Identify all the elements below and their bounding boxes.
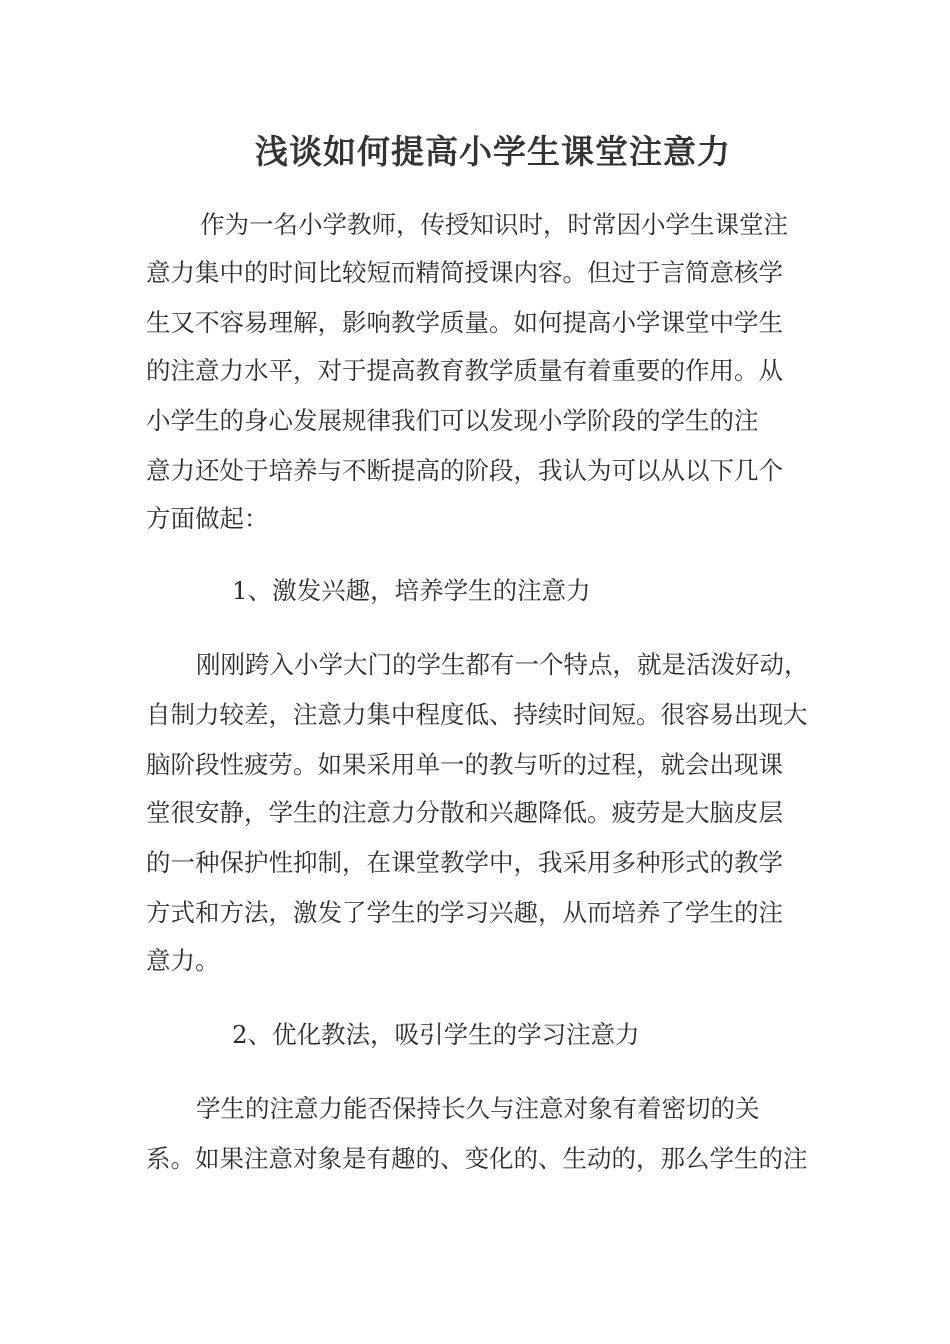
intro-line-3: 生又不容易理解，影响教学质量。如何提高小学课堂中学生 xyxy=(146,308,783,337)
section-1-heading: 1、激发兴趣，培养学生的注意力 xyxy=(232,576,591,605)
section-2-heading: 2、优化教法，吸引学生的学习注意力 xyxy=(232,1020,640,1049)
section-1-line-3: 脑阶段性疲劳。如果采用单一的教与听的过程，就会出现课 xyxy=(146,750,783,779)
section-1-line-1: 刚刚跨入小学大门的学生都有一个特点，就是活泼好动， xyxy=(196,650,809,679)
section-1-line-4: 堂很安静，学生的注意力分散和兴趣降低。疲劳是大脑皮层 xyxy=(146,798,783,827)
intro-line-7: 方面做起： xyxy=(146,504,269,533)
intro-line-2: 意力集中的时间比较短而精简授课内容。但过于言简意核学 xyxy=(146,258,783,287)
section-1-line-5: 的一种保护性抑制，在课堂教学中，我采用多种形式的教学 xyxy=(146,848,783,877)
document-title: 浅谈如何提高小学生课堂注意力 xyxy=(255,132,731,171)
intro-line-1: 作为一名小学教师，传授知识时，时常因小学生课堂注 xyxy=(200,210,788,239)
intro-line-6: 意力还处于培养与不断提高的阶段，我认为可以从以下几个 xyxy=(146,456,783,485)
section-2-line-1: 学生的注意力能否保持长久与注意对象有着密切的关 xyxy=(196,1094,760,1123)
section-2-line-2: 系。如果注意对象是有趣的、变化的、生动的，那么学生的注 xyxy=(146,1144,808,1173)
section-1-line-6: 方式和方法，激发了学生的学习兴趣，从而培养了学生的注 xyxy=(146,898,783,927)
section-1-line-7: 意力。 xyxy=(146,946,220,975)
section-1-line-2: 自制力较差，注意力集中程度低、持续时间短。很容易出现大 xyxy=(146,700,808,729)
intro-line-4: 的注意力水平，对于提高教育教学质量有着重要的作用。从 xyxy=(146,356,783,385)
intro-line-5: 小学生的身心发展规律我们可以发现小学阶段的学生的注 xyxy=(146,406,759,435)
